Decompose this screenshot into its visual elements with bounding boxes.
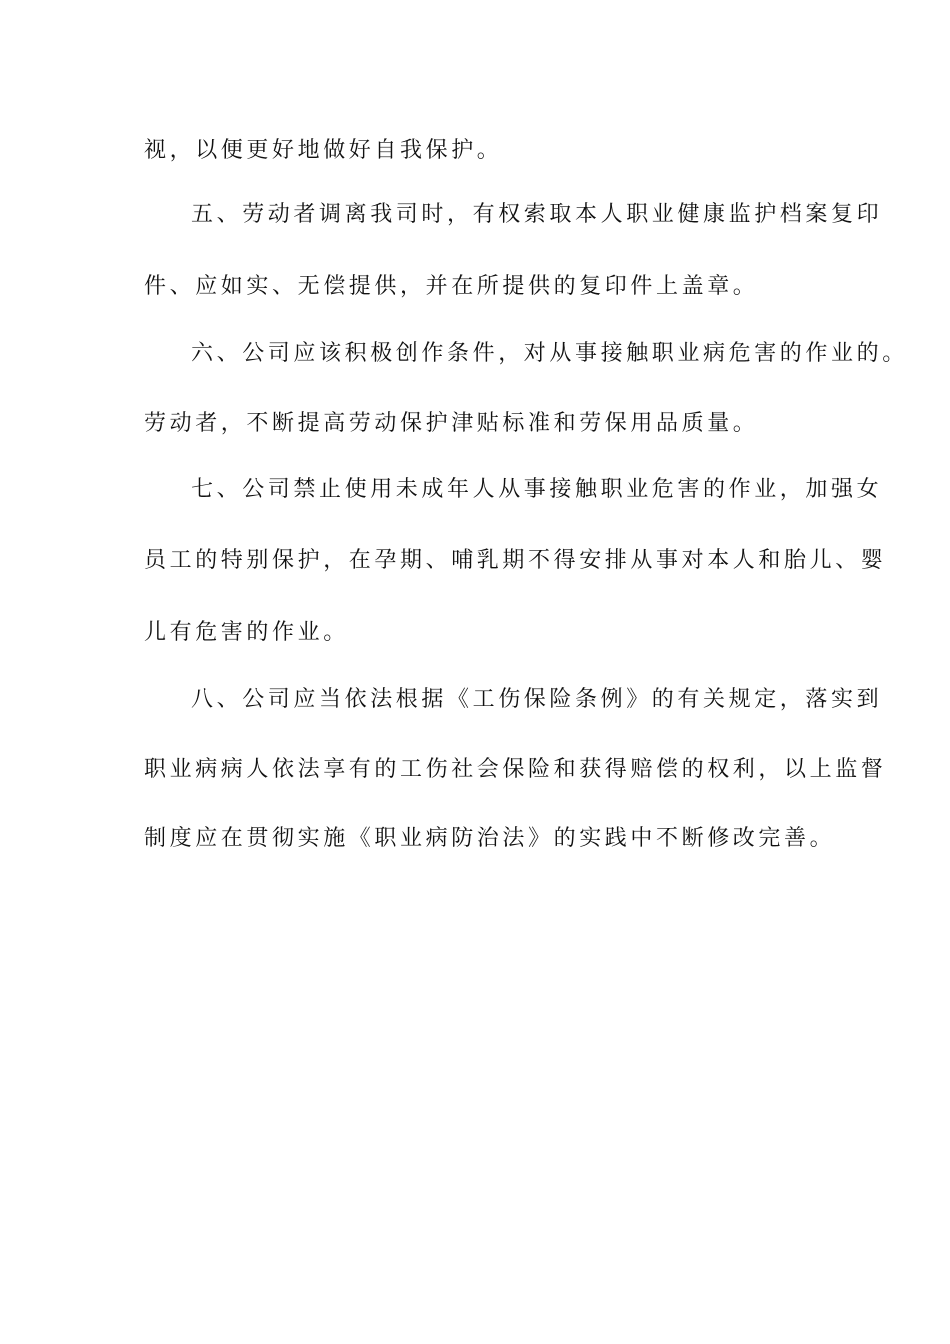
text-line: 六、公司应该积极创作条件，对从事接触职业病危害的作业的。 [191,341,908,366]
text-line: 儿有危害的作业。 [144,620,349,645]
text-line: 职业病病人依法享有的工伤社会保险和获得赔偿的权利，以上监督 [144,757,887,782]
text-line: 八、公司应当依法根据《工伤保险条例》的有关规定，落实到 [191,687,883,712]
text-line: 视，以便更好地做好自我保护。 [144,138,503,163]
text-line: 员工的特别保护，在孕期、哺乳期不得安排从事对本人和胎儿、婴 [144,548,887,573]
text-line: 制度应在贯彻实施《职业病防治法》的实践中不断修改完善。 [144,826,836,851]
text-line: 七、公司禁止使用未成年人从事接触职业危害的作业，加强女 [191,477,883,502]
text-line: 件、应如实、无偿提供，并在所提供的复印件上盖章。 [144,274,759,299]
text-line: 劳动者，不断提高劳动保护津贴标准和劳保用品质量。 [144,411,759,436]
text-line: 五、劳动者调离我司时，有权索取本人职业健康监护档案复印 [191,202,883,227]
